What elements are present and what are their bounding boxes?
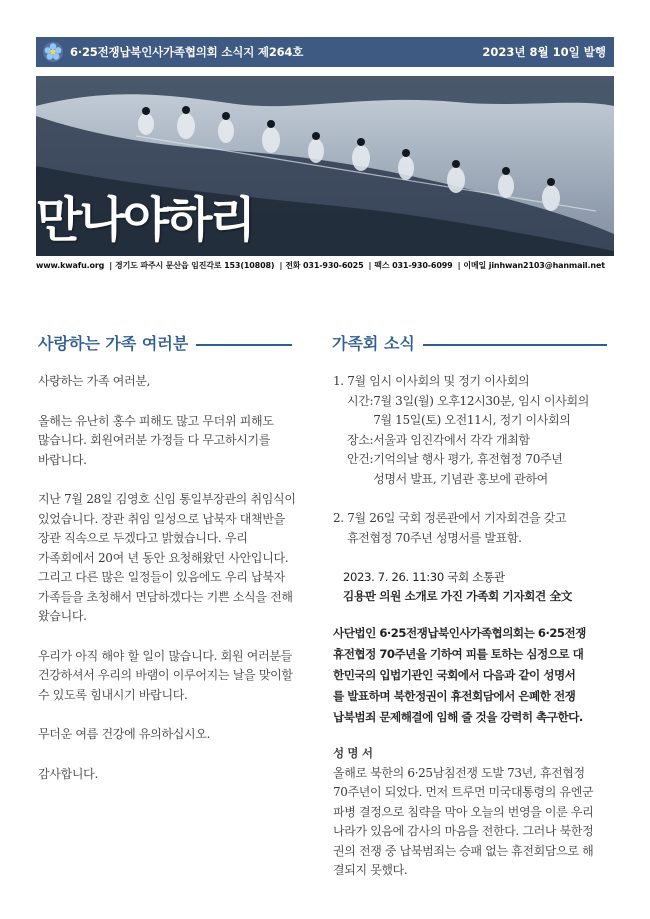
- text-line: 70주년이 되었다. 먼저 트루먼 미국대통령의 유엔군: [333, 785, 594, 799]
- text-line: 장관 직속으로 두겠다고 밝혔습니다. 우리: [38, 531, 248, 545]
- banner-photo: [36, 76, 614, 256]
- org-issue-title: 6·25전쟁납북인사가족협의회 소식지 제264호: [70, 45, 304, 59]
- text-line: 가족들을 초청해서 면담하겠다는 기쁜 소식을 전해: [38, 589, 293, 604]
- email: 이메일 jinhwan2103@hanmail.net: [463, 261, 605, 270]
- detail-label: 안건:: [347, 452, 374, 466]
- contact-line: [36, 260, 614, 276]
- text-line: 권의 전쟁 중 납북범죄는 승패 없는 휴전회담으로 해: [333, 843, 594, 858]
- letter-paragraph: [38, 490, 306, 627]
- letter-paragraph: [38, 647, 306, 706]
- website-link[interactable]: www.kwafu.org: [36, 261, 105, 270]
- text-line: 7월 3일(월) 오후12시30분, 임시 이사회의: [373, 393, 590, 408]
- news-item-1-title: 1. 7월 임시 이사회의 및 정기 이사회의: [333, 374, 530, 388]
- issue-date: 2023년 8월 10일 발행: [482, 45, 606, 59]
- heading-rule: [423, 344, 607, 346]
- statement-intro: [333, 623, 618, 728]
- text-line: 성명서 발표, 기념관 홍보에 관하여: [373, 471, 548, 486]
- text-line: 왔습니다.: [38, 609, 87, 623]
- text-line: 많습니다. 회원여러분 가정들 다 무고하시기를: [38, 433, 271, 447]
- detail-label: 장소:: [347, 432, 374, 447]
- phone: 전화 031-930-6025: [285, 261, 364, 270]
- letter-paragraph: [38, 412, 306, 471]
- text-line: 를 발표하며 북한정권이 휴전회담에서 은폐한 전쟁: [333, 689, 576, 703]
- left-heading-text: 사랑하는 가족 여러분: [38, 334, 189, 353]
- news-column: [333, 372, 618, 881]
- fax: 팩스 031-930-6099: [374, 261, 453, 270]
- text-line: 납북범죄 문제해결에 임해 줄 것을 강력히 촉구한다.: [333, 710, 583, 724]
- detail-label: 시간:: [347, 393, 374, 408]
- text-line: 결되지 못했다.: [333, 863, 408, 877]
- text-line: 2023. 7. 26. 11:30 국회 소통관: [343, 570, 505, 584]
- separator: |: [368, 261, 372, 270]
- text-line: 파병 결정으로 침략을 막아 오늘의 번영을 이룬 우리: [333, 804, 594, 819]
- address: 경기도 파주시 문산읍 임진각로 153(10808): [115, 261, 275, 270]
- statement-body: [333, 764, 618, 881]
- text-line: 수 있도록 힘내시기 바랍니다.: [38, 687, 188, 702]
- text-line: 7월 15일(토) 오전11시, 정기 이사회의: [373, 413, 571, 427]
- text-line: 우리가 아직 해야 할 일이 많습니다. 회원 여러분들: [38, 648, 292, 663]
- text-line: 감사합니다.: [38, 766, 98, 781]
- separator: |: [457, 261, 461, 270]
- text-line: 2. 7월 26일 국회 정론관에서 기자회견을 갖고: [333, 511, 567, 525]
- text-line: 지난 7월 28일 김영호 신임 통일부장관의 취임식이: [38, 492, 296, 506]
- letter-paragraph: [38, 765, 306, 785]
- text-line: 가족회에서 20여 년 동안 요청해왔던 사안입니다.: [38, 550, 289, 565]
- separator: |: [109, 261, 113, 270]
- detail-value: [373, 450, 562, 489]
- text-line: 사단법인 6·25전쟁납북인사가족협의회는 6·25전쟁: [333, 626, 586, 640]
- text-line: 바랍니다.: [38, 452, 87, 467]
- separator: |: [279, 261, 283, 270]
- text-line: 나라가 있음에 감사의 마음을 전한다. 그러나 북한정: [333, 824, 594, 838]
- text-line: 기억의날 행사 평가, 휴전협정 70주년: [373, 452, 563, 466]
- text-line: 있었습니다. 장관 취임 일성으로 납북자 대책반을: [38, 511, 285, 526]
- detail-row-place: [347, 431, 618, 451]
- letter-column: [38, 372, 306, 804]
- text-line: 올해는 유난히 홍수 피해도 많고 무더위 피해도: [38, 413, 274, 428]
- detail-row-time: [347, 392, 618, 431]
- text-line: 건강하셔서 우리의 바램이 이루어지는 날을 맞이할: [38, 668, 293, 682]
- left-section-heading: [38, 331, 292, 354]
- news-item-1-details: [333, 392, 618, 490]
- right-heading-text: 가족회 소식: [332, 334, 415, 353]
- right-section-heading: [332, 331, 607, 354]
- text-line: 그리고 다른 많은 일정들이 있음에도 우리 납북자: [38, 570, 285, 584]
- press-conference-caption: [333, 568, 618, 606]
- detail-value: [373, 392, 589, 431]
- text-line: 휴전협정 70주년을 기하여 피를 토하는 심정으로 대: [333, 647, 584, 661]
- statement-title: 성 명 서: [333, 746, 373, 760]
- news-item-2: [333, 509, 618, 548]
- text-line: 사랑하는 가족 여러분,: [38, 374, 151, 388]
- text-line: 무더운 여름 건강에 유의하십시오.: [38, 727, 211, 741]
- masthead-title: 만나야하리: [36, 192, 253, 248]
- letter-paragraph: [38, 372, 306, 392]
- text-line: 한민국의 입법기관인 국회에서 다음과 같이 성명서: [333, 668, 576, 682]
- flower-logo-icon: [42, 41, 64, 63]
- heading-rule: [196, 344, 292, 346]
- detail-value: 서울과 임진각에서 각각 개최함: [373, 432, 530, 447]
- text-line: 김용판 의원 소개로 가진 가족회 기자회견 全文: [343, 589, 573, 603]
- detail-row-agenda: [347, 450, 618, 489]
- letter-paragraph: [38, 725, 306, 745]
- text-line: 휴전협정 70주년 성명서를 발표함.: [347, 530, 522, 545]
- text-line: 올해로 북한의 6·25남침전쟁 도발 73년, 휴전협정: [333, 765, 585, 780]
- issue-header-bar: [36, 37, 614, 67]
